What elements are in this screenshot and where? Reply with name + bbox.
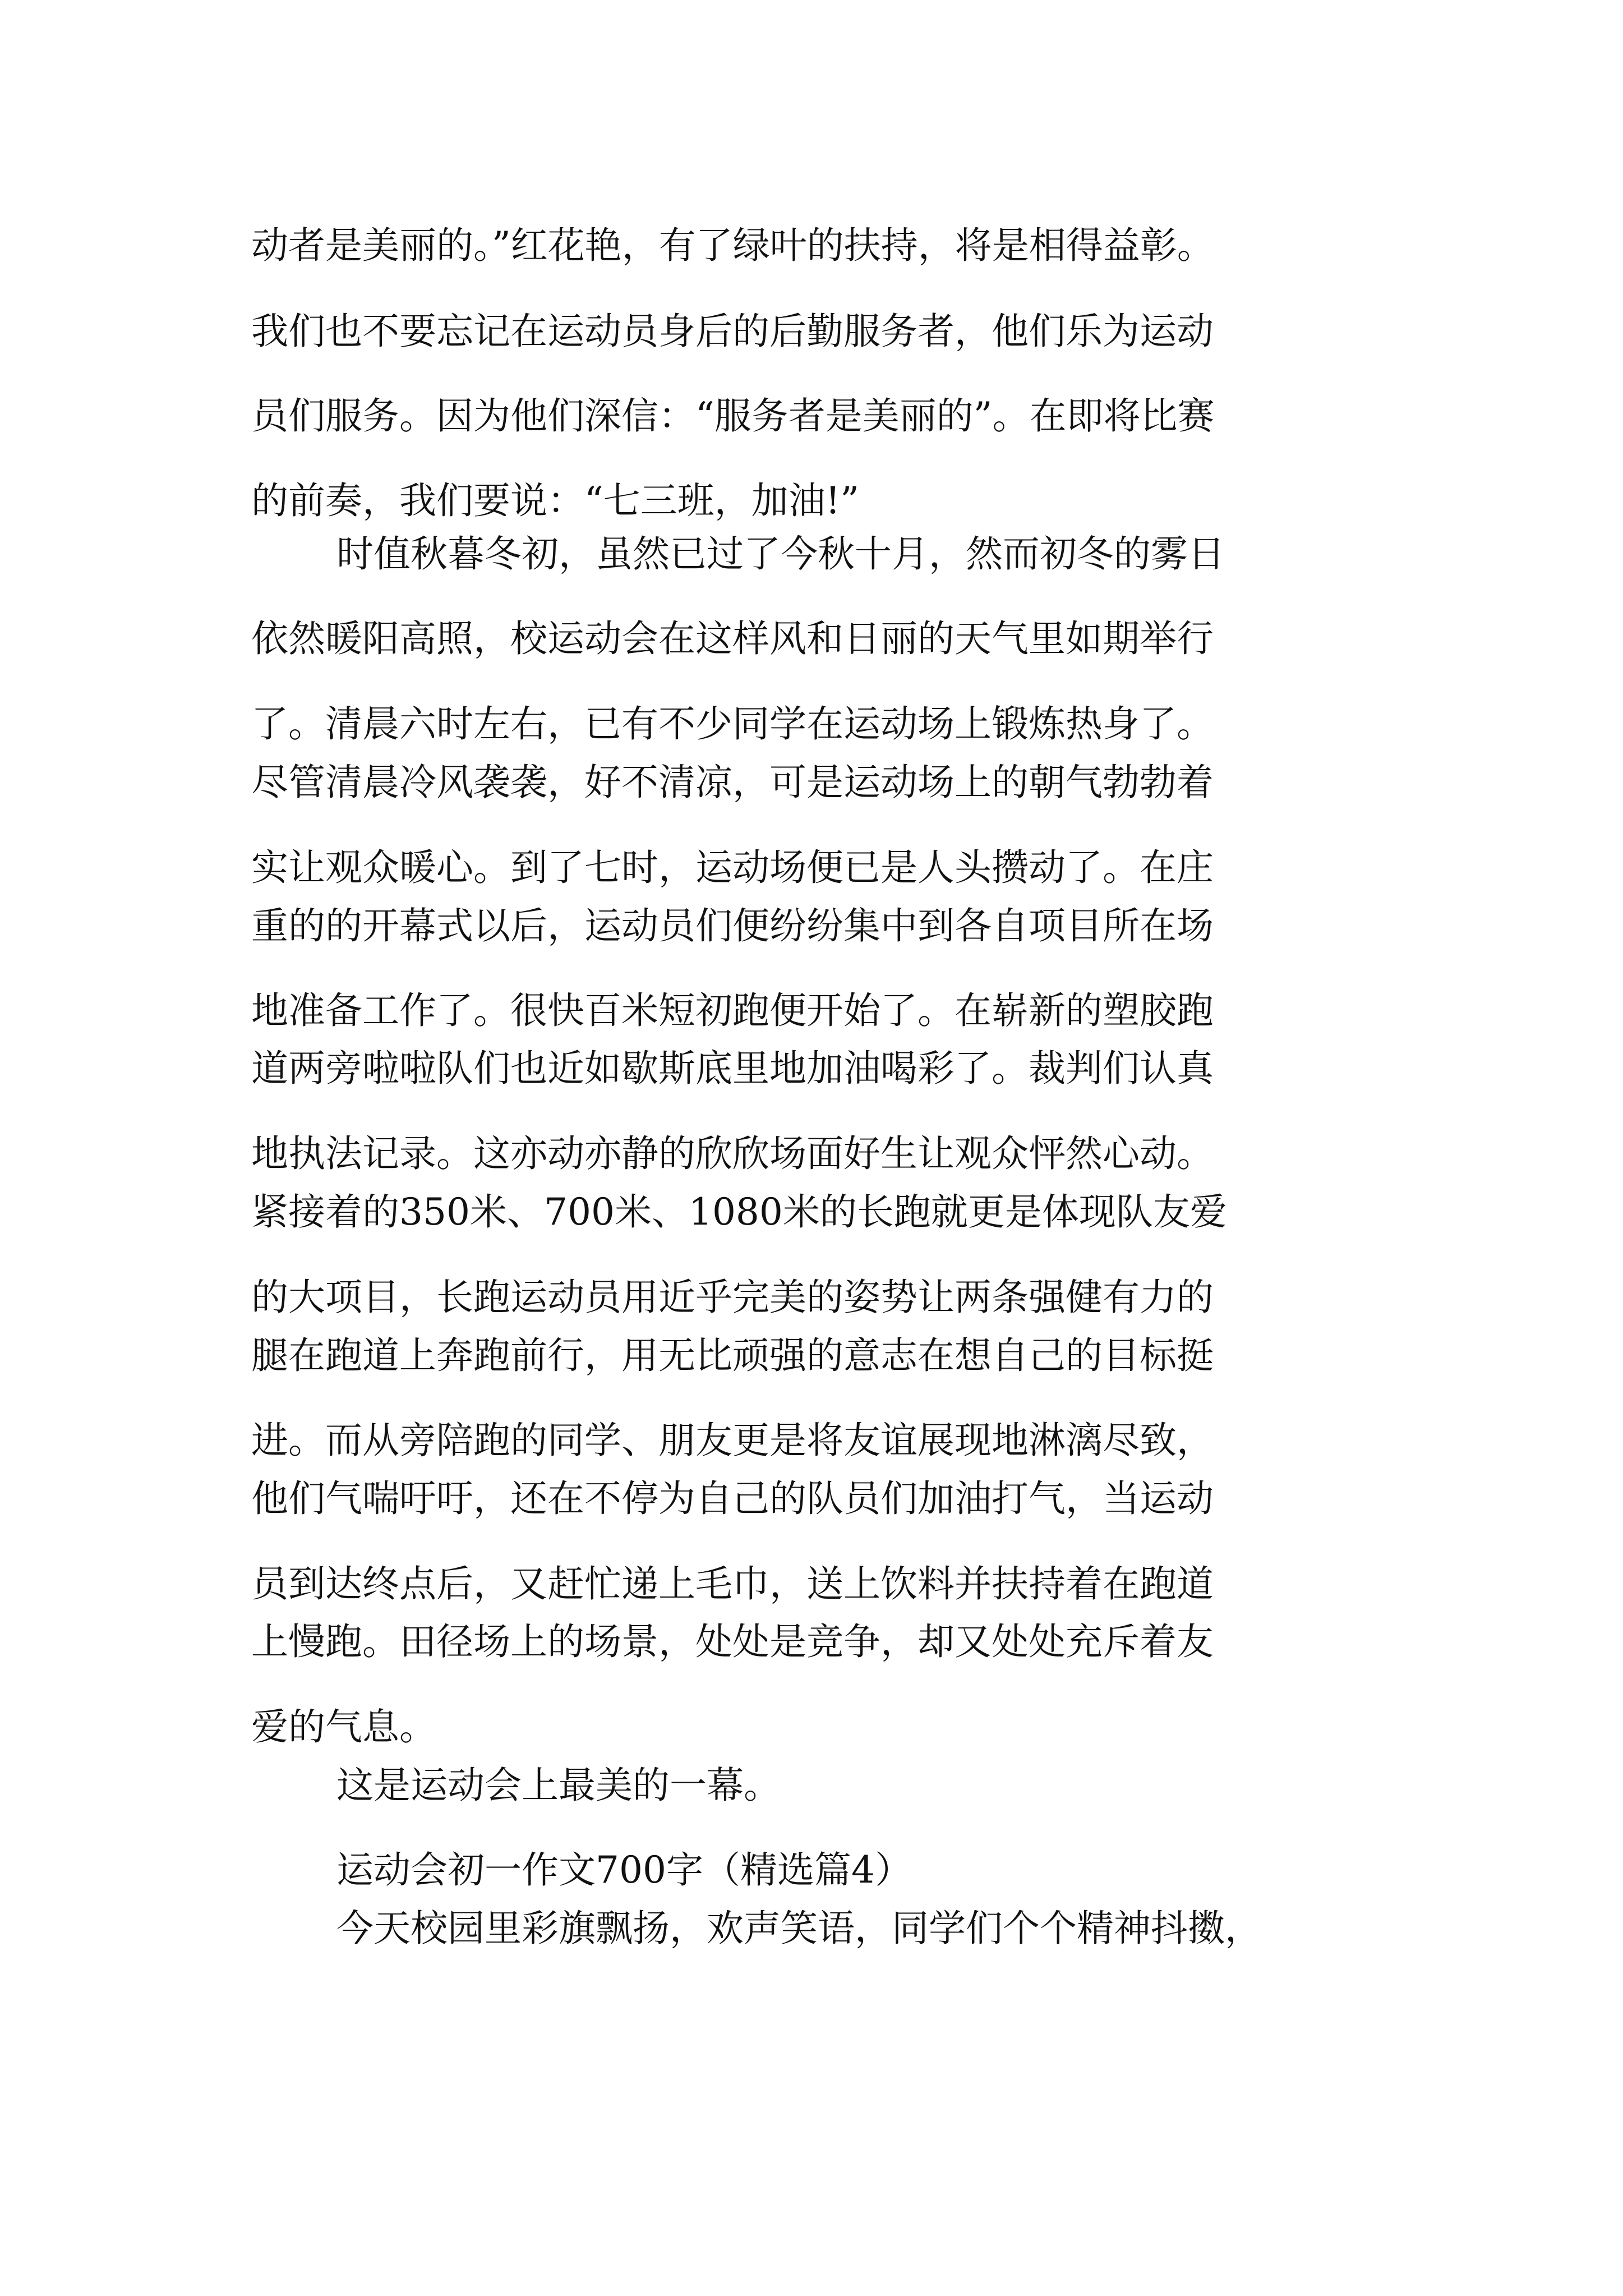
text-line: 依然暖阳高照，校运动会在这样风和日丽的天气里如期举行 <box>251 617 1214 660</box>
text-line: 员们服务。因为他们深信：“服务者是美丽的”。在即将比赛 <box>251 394 1215 438</box>
text-line: 腿在跑道上奔跑前行，用无比顽强的意志在想自己的目标挺 <box>251 1334 1214 1377</box>
text-line: 的大项目，长跑运动员用近乎完美的姿势让两条强健有力的 <box>251 1276 1214 1319</box>
text-line: 我们也不要忘记在运动员身后的后勤服务者，他们乐为运动 <box>251 310 1214 353</box>
text-line: 这是运动会上最美的一幕。 <box>336 1764 781 1807</box>
text-line: 时值秋暮冬初，虽然已过了今秋十月，然而初冬的雾日 <box>336 532 1225 576</box>
text-line: 实让观众暖心。到了七时，运动场便已是人头攒动了。在庄 <box>251 846 1214 889</box>
text-line: 进。而从旁陪跑的同学、朋友更是将友谊展现地淋漓尽致， <box>251 1419 1214 1462</box>
text-line: 地准备工作了。很快百米短初跑便开始了。在崭新的塑胶跑 <box>251 989 1214 1032</box>
text-line: 今天校园里彩旗飘扬，欢声笑语，同学们个个精神抖擞， <box>336 1907 1262 1950</box>
text-line: 动者是美丽的。”红花艳，有了绿叶的扶持，将是相得益彰。 <box>251 224 1214 267</box>
text-line: 爱的气息。 <box>251 1705 436 1749</box>
text-line: 道两旁啦啦队们也近如歇斯底里地加油喝彩了。裁判们认真 <box>251 1047 1214 1090</box>
text-line: 地执法记录。这亦动亦静的欣欣场面好生让观众怦然心动。 <box>251 1132 1214 1175</box>
text-line: 紧接着的350米、700米、1080米的长跑就更是体现队友爱 <box>251 1190 1227 1234</box>
text-line: 重的的开幕式以后，运动员们便纷纷集中到各自项目所在场 <box>251 904 1214 947</box>
section-heading: 运动会初一作文700字（精选篇4） <box>336 1848 912 1892</box>
text-line: 的前奏，我们要说：“七三班，加油!” <box>251 479 860 522</box>
text-line: 上慢跑。田径场上的场景，处处是竞争，却又处处充斥着友 <box>251 1620 1214 1663</box>
text-line: 他们气喘吁吁，还在不停为自己的队员们加油打气，当运动 <box>251 1477 1214 1520</box>
text-line: 了。清晨六时左右，已有不少同学在运动场上锻炼热身了。 <box>251 702 1214 746</box>
text-line: 员到达终点后，又赶忙递上毛巾，送上饮料并扶持着在跑道 <box>251 1562 1214 1605</box>
text-line: 尽管清晨冷风袭袭，好不清凉，可是运动场上的朝气勃勃着 <box>251 761 1214 804</box>
